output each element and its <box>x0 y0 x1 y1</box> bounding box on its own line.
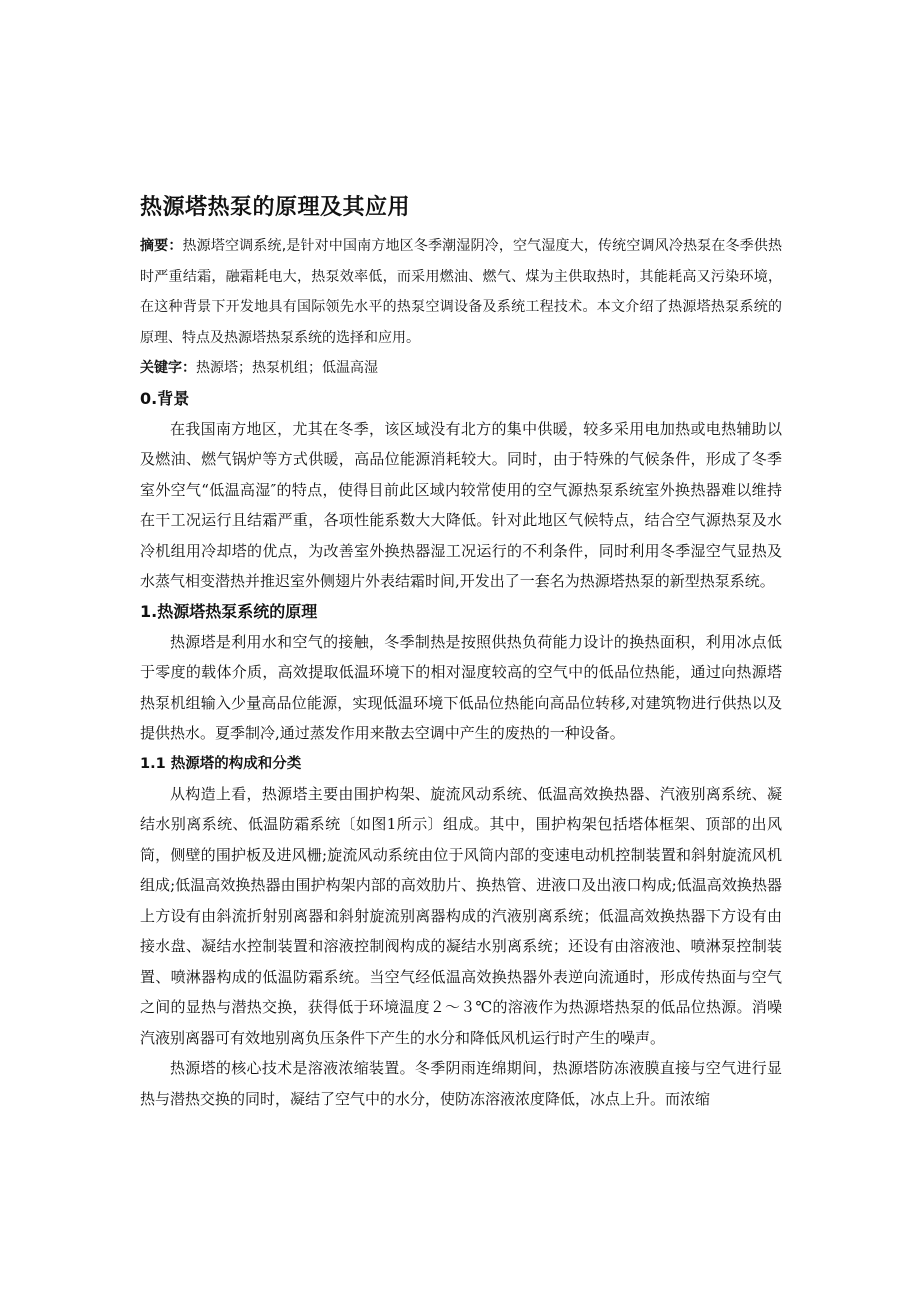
paragraph-principle: 热源塔是利用水和空气的接触，冬季制热是按照供热负荷能力设计的换热面积，利用冰点低于零度的载体介质，高效提取低温环境下的相对湿度较高的空气中的低品位热能，通过向热源塔热泵机组输入少量高品位能源，实现低温环境下低品位热能向高品位转移,对建筑物进行供热以及提供热水。夏季制冷,通过蒸发作用来散去空调中产生的废热的一种设备。 <box>140 632 782 742</box>
document-body <box>140 193 782 1114</box>
keywords-label: 关键字： <box>140 360 196 376</box>
abstract <box>140 231 782 353</box>
keywords <box>140 353 782 384</box>
section-heading-background: 0.背景 <box>140 388 190 408</box>
paragraph-core-technology: 热源塔的核心技术是溶液浓缩装置。冬季阴雨连绵期间，热源塔防冻液膜直接与空气进行显热与潜热交换的同时，凝结了空气中的水分，使防冻溶液浓度降低，冰点上升。而浓缩 <box>140 1059 782 1108</box>
abstract-label: 摘要： <box>140 238 183 254</box>
abstract-text: 热源塔空调系统,是针对中国南方地区冬季潮湿阴冷，空气湿度大，传统空调风冷热泵在冬季供热时严重结霜，融霜耗电大，热泵效率低，而采用燃油、燃气、煤为主供取热时，其能耗高又污染环境，在这种背景下开发地具有国际领先水平的热泵空调设备及系统工程技术。本文介绍了热源塔热泵系统的原理、特点及热源塔热泵系统的选择和应用。 <box>140 238 783 346</box>
section-heading-principle: 1.热源塔热泵系统的原理 <box>140 601 318 621</box>
subsection-heading-composition: 1.1 热源塔的构成和分类 <box>140 755 302 772</box>
paragraph-composition: 从构造上看，热源塔主要由围护构架、旋流风动系统、低温高效换热器、汽液别离系统、凝结水别离系统、低温防霜系统〔如图1所示〕组成。其中，围护构架包括塔体框架、顶部的出风筒，侧壁的围护板及进风栅;旋流风动系统由位于风筒内部的变速电动机控制装置和斜射旋流风机组成;低温高效换热器由围护构架内部的高效肋片、换热管、进液口及出液口构成;低温高效换热器上方设有由斜流折射别离器和斜射旋流别离器构成的汽液别离系统；低温高效换热器下方设有由接水盘、凝结水控制装置和溶液控制阀构成的凝结水别离系统；还设有由溶液池、喷淋泵控制装置、喷淋器构成的低温防霜系统。当空气经低温高效换热器外表逆向流通时，形成传热面与空气之间的显热与潜热交换，获得低于环境温度２～３℃的溶液作为热源塔热泵的低品位热源。消噪汽液别离器可有效地别离负压条件下产生的水分和降低风机运行时产生的噪声。 <box>140 784 782 1047</box>
paragraph-background: 在我国南方地区，尤其在冬季，该区域没有北方的集中供暖，较多采用电加热或电热辅助以及燃油、燃气锅炉等方式供暖，高品位能源消耗较大。同时，由于特殊的气候条件，形成了冬季室外空气“低温高湿″的特点，使得目前此区域内较常使用的空气源热泵系统室外换热器难以维持在干工况运行且结霜严重，各项性能系数大大降低。针对此地区气候特点，结合空气源热泵及水冷机组用冷却塔的优点，为改善室外换热器湿工况运行的不利条件，同时利用冬季湿空气显热及水蒸气相变潜热并推迟室外侧翅片外表结霜时间,开发出了一套名为热源塔热泵的新型热泵系统。 <box>140 419 782 590</box>
keywords-text: 热源塔；热泵机组；低温高湿 <box>196 360 378 376</box>
document-title: 热源塔热泵的原理及其应用 <box>140 195 411 220</box>
